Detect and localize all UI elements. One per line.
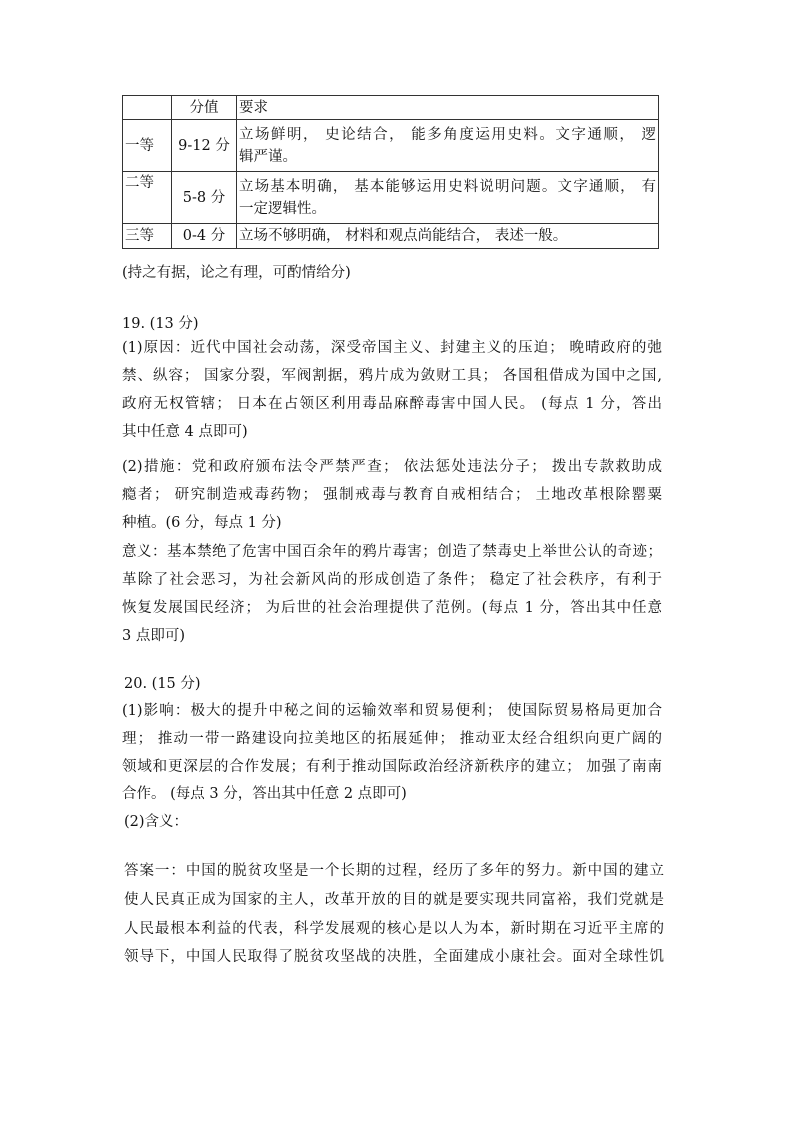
header-cell [123, 96, 172, 120]
q19-part1-line: 政府无权管辖； 日本在占领区利用毒品麻醉毒害中国人民。 (每点 1 分，答出 [122, 396, 662, 412]
q19-part1-line: (1)原因：近代中国社会动荡，深受帝国主义、封建主义的压迫； 晚晴政府的弛 [122, 340, 662, 356]
score-cell: 0-4 分 [172, 224, 237, 249]
q20-answer1-line: 答案一：中国的脱贫攻坚是一个长期的过程，经历了多年的努力。新中国的建立 [124, 863, 664, 879]
requirement-line: 立场基本明确， 基本能够运用史料说明问题。文字通顺， 有 [239, 178, 656, 195]
q19-part1-line: 其中任意 4 点即可) [122, 424, 248, 440]
q19-part1-line: 禁、纵容； 国家分裂，军阀割据，鸦片成为敛财工具； 各国租借成为国中之国, [122, 368, 662, 384]
q19-significance-line: 恢复发展国民经济； 为后世的社会治理提供了范例。(每点 1 分，答出其中任意 [122, 600, 662, 616]
q20-answer1-line: 人民最根本利益的代表，科学发展观的核心是以人为本，新时期在习近平主席的 [124, 921, 664, 937]
table-note: (持之有据，论之有理，可酌情给分) [122, 265, 351, 281]
table-row [123, 172, 659, 224]
table-row [123, 120, 659, 172]
q20-part1-line: (1)影响：极大的提升中秘之间的运输效率和贸易便利； 使国际贸易格局更加合 [122, 703, 662, 719]
header-cell: 要求 [237, 96, 659, 120]
score-cell: 5-8 分 [172, 172, 237, 224]
q20-part2-title: (2)含义： [124, 814, 189, 830]
table-header-row [123, 96, 659, 120]
q19-part2-line: 瘾者； 研究制造戒毒药物； 强制戒毒与教育自戒相结合； 土地改革根除罂粟 [122, 487, 662, 503]
q20-answer1-line: 领导下，中国人民取得了脱贫攻坚战的决胜，全面建成小康社会。面对全球性饥 [124, 949, 664, 965]
q19-significance-line: 意义：基本禁绝了危害中国百余年的鸦片毒害；创造了禁毒史上举世公认的奇迹； [122, 544, 662, 560]
q19-part2-line: (2)措施：党和政府颁布法令严禁严查； 依法惩处违法分子； 拨出专款救助成 [122, 459, 662, 475]
requirement-line: 辑严谨。 [239, 148, 297, 165]
grade-cell: 二等 [123, 172, 172, 224]
requirement-cell [237, 120, 659, 172]
requirement-line: 一定逻辑性。 [239, 200, 326, 217]
q20-part1-line: 领域和更深层的合作发展；有利于推动国际政治经济新秩序的建立； 加强了南南 [122, 759, 662, 775]
q20-part1-line: 理； 推动一带一路建设向拉美地区的拓展延伸； 推动亚太经合组织向更广阔的 [122, 731, 662, 747]
q20-part1-line: 合作。 (每点 3 分，答出其中任意 2 点即可) [122, 786, 407, 802]
header-cell: 分值 [172, 96, 237, 120]
question-19-title: 19. (13 分) [122, 316, 199, 332]
q19-significance-line: 3 点即可) [122, 628, 185, 644]
question-20-title: 20. (15 分) [124, 676, 201, 692]
q19-part2-line: 种植。(6 分，每点 1 分) [122, 515, 282, 531]
q19-significance-line: 革除了社会恶习，为社会新风尚的形成创造了条件； 稳定了社会秩序，有利于 [122, 572, 662, 588]
table-row [123, 224, 659, 249]
q20-answer1-line: 使人民真正成为国家的主人，改革开放的目的就是要实现共同富裕，我们党就是 [124, 892, 664, 908]
grade-cell: 一等 [123, 120, 172, 172]
grade-cell: 三等 [123, 224, 172, 249]
score-cell: 9-12 分 [172, 120, 237, 172]
requirement-cell [237, 172, 659, 224]
grading-table [122, 95, 659, 249]
requirement-line: 立场鲜明， 史论结合， 能多角度运用史料。文字通顺， 逻 [239, 126, 656, 143]
requirement-cell: 立场不够明确， 材料和观点尚能结合， 表述一般。 [237, 224, 659, 249]
